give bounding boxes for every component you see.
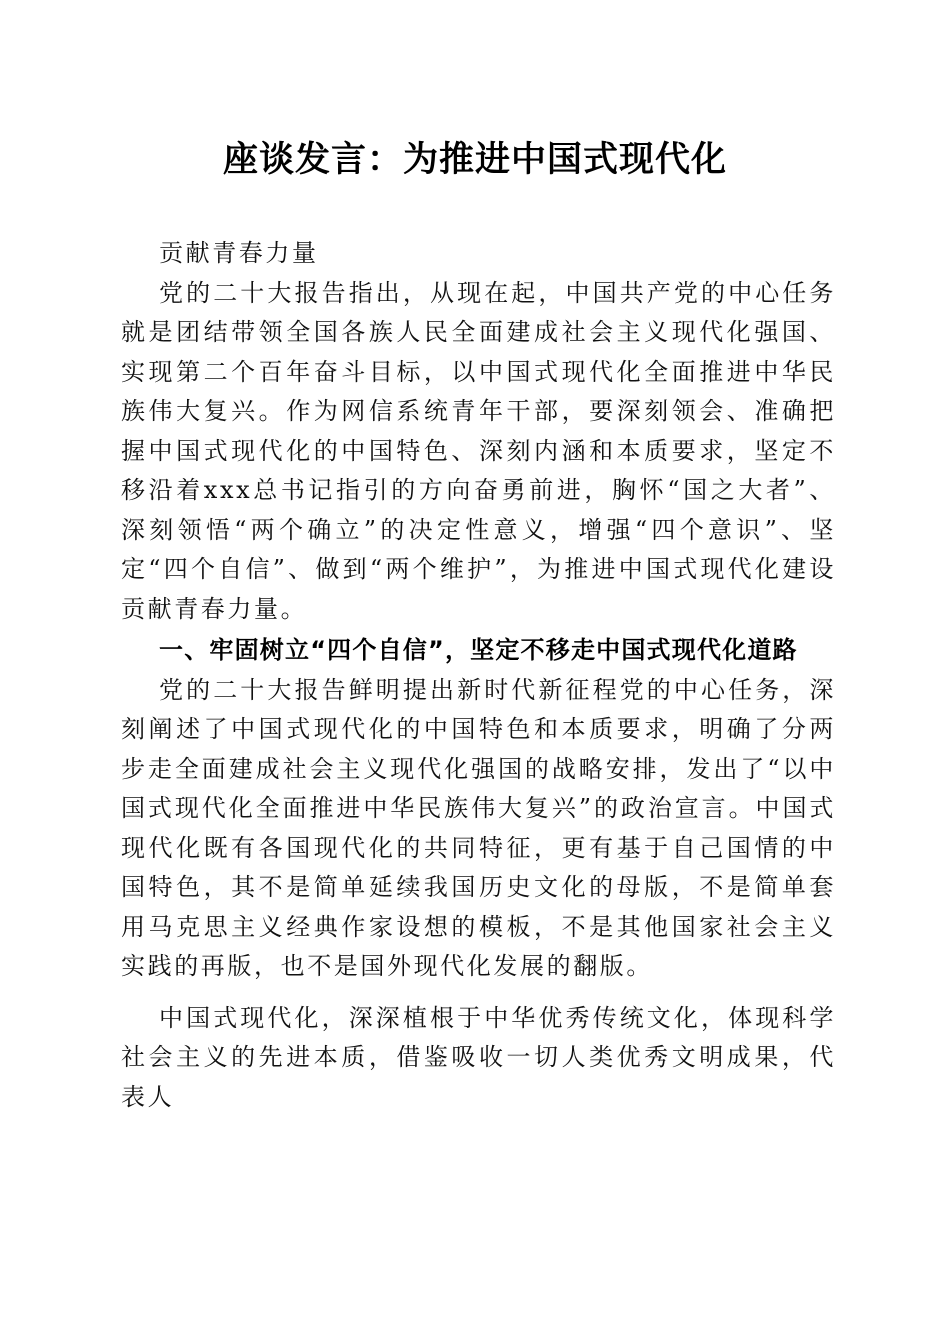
document-title: 座谈发言：为推进中国式现代化 xyxy=(222,140,727,180)
paragraph-continued: 中国式现代化，深深植根于中华优秀传统文化，体现科学社会主义的先进本质，借鉴吸收一切人类优秀文明成果，代表人 xyxy=(121,1003,836,1111)
paragraph-section-1: 党的二十大报告鲜明提出新时代新征程党的中心任务，深刻阐述了中国式现代化的中国特色和本质要求，明确了分两步走全面建成社会主义现代化强国的战略安排，发出了“以中国式现代化全面推进中华民族伟大复兴”的政治宣言。中国式现代化既有各国现代化的共同特征，更有基于自己国情的中国特色，其不是简单延续我国历史文化的母版，不是简单套用马克思主义经典作家设想的模板，不是其他国家社会主义实践的再版，也不是国外现代化发展的翻版。 xyxy=(121,675,836,980)
document-body xyxy=(121,234,836,1117)
paragraph-intro: 党的二十大报告指出，从现在起，中国共产党的中心任务就是团结带领全国各族人民全面建成社会主义现代化强国、实现第二个百年奋斗目标，以中国式现代化全面推进中华民族伟大复兴。作为网信系统青年干部，要深刻领会、准确把握中国式现代化的中国特色、深刻内涵和本质要求，坚定不移沿着xxx总书记指引的方向奋勇前进，胸怀“国之大者”、深刻领悟“两个确立”的决定性意义，增强“四个意识”、坚定“四个自信”、做到“两个维护”，为推进中国式现代化建设贡献青春力量。 xyxy=(121,278,836,623)
section-heading-1: 一、牢固树立“四个自信”，坚定不移走中国式现代化道路 xyxy=(159,636,798,664)
document-subtitle: 贡献青春力量 xyxy=(159,239,319,267)
